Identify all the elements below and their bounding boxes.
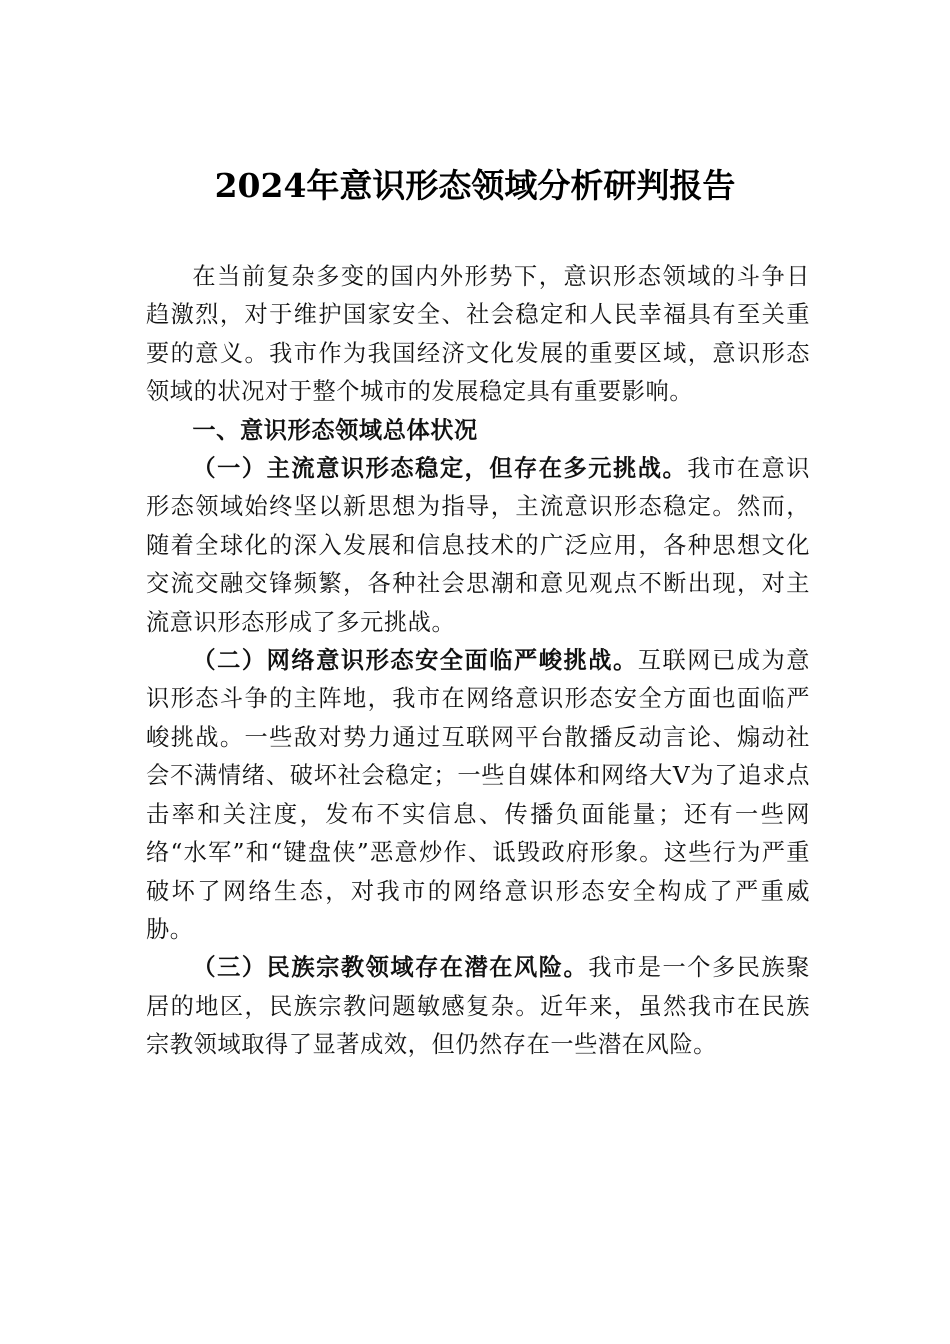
document-title: 2024年意识形态领域分析研判报告 <box>214 166 736 205</box>
document-body <box>146 258 810 1065</box>
sub-heading-1: （一）主流意识形态稳定，但存在多元挑战。 <box>192 455 688 483</box>
section-heading: 一、意识形态领域总体状况 <box>192 416 478 444</box>
paragraph-text-2: 互联网已成为意识形态斗争的主阵地，我市在网络意识形态安全方面也面临严峻挑战。一些敌对势力通过互联网平台散播反动言论、煽动社会不满情绪、破坏社会稳定；一些自媒体和网络大V为了追求点击率和关注度，发布不实信息、传播负面能量；还有一些网络“水军”和“键盘侠”恶意炒作、诋毁政府形象。这些行为严重破坏了网络生态，对我市的网络意识形态安全构成了严重威胁。 <box>146 647 810 943</box>
paragraph-item-3 <box>146 949 810 1064</box>
sub-heading-2: （二）网络意识形态安全面临严峻挑战。 <box>192 647 638 675</box>
sub-heading-3: （三）民族宗教领域存在潜在风险。 <box>192 954 589 982</box>
paragraph-text-3: 我市是一个多民族聚居的地区，民族宗教问题敏感复杂。近年来，虽然我市在民族宗教领域取得了显著成效，但仍然存在一些潜在风险。 <box>146 954 810 1059</box>
paragraph-item-2 <box>146 642 810 949</box>
paragraph-item-1 <box>146 450 810 642</box>
paragraph-text-1: 我市在意识形态领域始终坚以新思想为指导，主流意识形态稳定。然而，随着全球化的深入发展和信息技术的广泛应用，各种思想文化交流交融交锋频繁，各种社会思潮和意见观点不断出现，对主流意识形态形成了多元挑战。 <box>146 455 811 636</box>
intro-paragraph: 在当前复杂多变的国内外形势下，意识形态领域的斗争日趋激烈，对于维护国家安全、社会稳定和人民幸福具有至关重要的意义。我市作为我国经济文化发展的重要区域，意识形态领域的状况对于整个城市的发展稳定具有重要影响。 <box>146 263 810 406</box>
